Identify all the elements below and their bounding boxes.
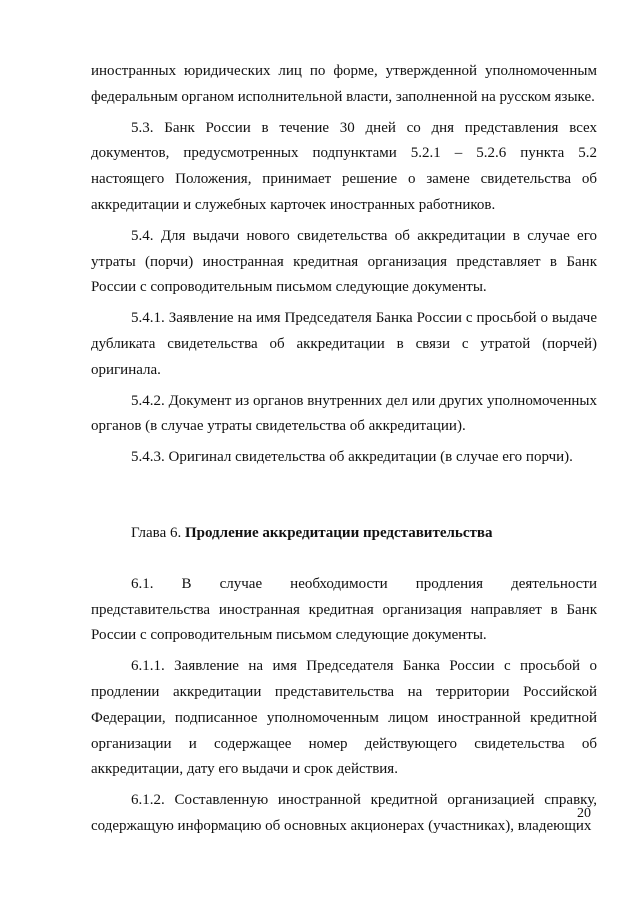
chapter-prefix: Глава 6.	[131, 524, 182, 541]
paragraph-6-1-1: 6.1.1. Заявление на имя Председателя Банка России с просьбой о продлении аккредитации представительства на территории Российской Федерации, подписанное уполномоченным лицом иностранной кредитной организации и содержащее номер действующего свидетельства об аккредитации, дату его выдачи и срок действия.	[91, 658, 597, 778]
paragraph-6-1: 6.1. В случае необходимости продления деятельности представительства иностранная кредитная организация направляет в Банк России с сопроводительным письмом следующие документы.	[91, 575, 597, 644]
paragraph-5-2-7-continuation: иностранных юридических лиц по форме, утвержденной уполномоченным федеральным органом исполнительной власти, заполненной на русском языке.	[91, 63, 597, 105]
chapter-heading	[91, 521, 597, 547]
paragraph-5-4-1: 5.4.1. Заявление на имя Председателя Банка России с просьбой о выдаче дубликата свидетельства об аккредитации в связи с утратой (порчей) оригинала.	[91, 310, 597, 378]
document-body	[91, 59, 597, 840]
chapter-title: Продление аккредитации представительства	[184, 524, 493, 541]
paragraph-5-4-2: 5.4.2. Документ из органов внутренних дел или других уполномоченных органов (в случае утраты свидетельства об аккредитации).	[91, 392, 597, 435]
page-number: 20	[577, 806, 591, 821]
paragraph-5-4-3: 5.4.3. Оригинал свидетельства об аккредитации (в случае его порчи).	[131, 449, 573, 466]
paragraph-5-3: 5.3. Банк России в течение 30 дней со дня представления всех документов, предусмотренных подпунктами 5.2.1 – 5.2.6 пункта 5.2 настоящего Положения, принимает решение о замене свидетельства об аккредитации и служебных карточек иностранных работников.	[91, 119, 597, 213]
paragraph-6-1-2: 6.1.2. Составленную иностранной кредитной организацией справку, содержащую информацию об основных акционерах (участниках), владеющих	[91, 792, 597, 834]
paragraph-5-4: 5.4. Для выдачи нового свидетельства об аккредитации в случае его утраты (порчи) иностранная кредитная организация представляет в Банк России с сопроводительным письмом следующие документы.	[91, 227, 597, 296]
